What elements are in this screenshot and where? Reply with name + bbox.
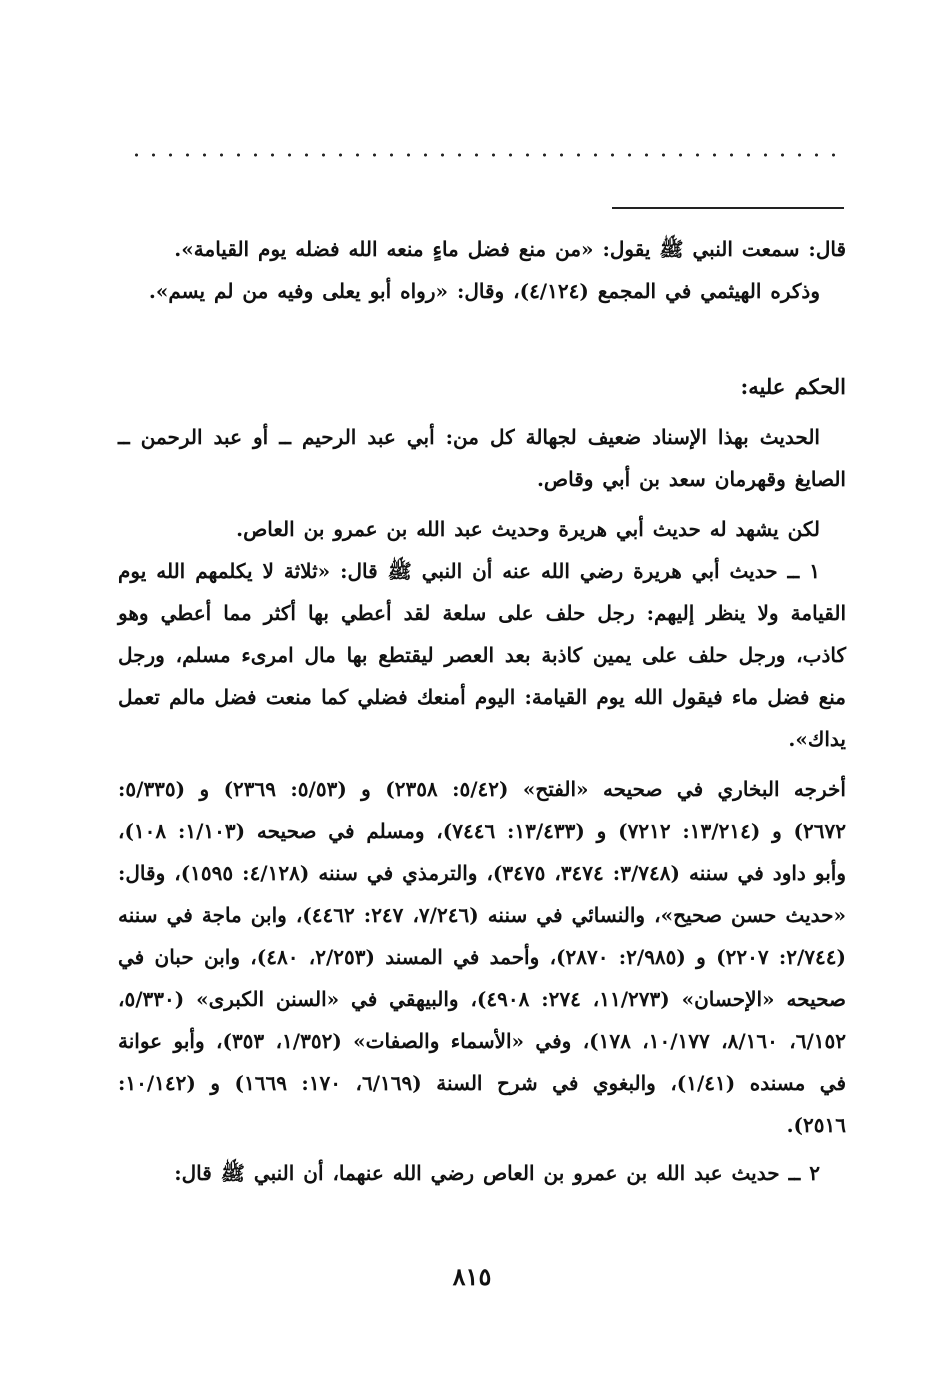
hadith-2-paragraph: ٢ ــ حديث عبد الله بن عمرو بن العاص رضي الله عنهما، أن النبي ﷺ قال: bbox=[174, 1161, 820, 1185]
main-body bbox=[118, 366, 846, 1194]
dotted-separator bbox=[128, 152, 844, 158]
footnote-paragraph-2: وذكره الهيثمي في المجمع (٤/١٢٤)، وقال: «رواه أبو يعلى وفيه من لم يسم». bbox=[148, 279, 820, 303]
page-number: ٨١٥ bbox=[452, 1262, 492, 1291]
ruling-paragraph: الحديث بهذا الإسناد ضعيف لجهالة كل من: أبي عبد الرحيم ــ أو عبد الرحمن ــ الصايغ وقهرمان سعد بن أبي وقاص. bbox=[118, 425, 846, 491]
footnote-rule bbox=[612, 207, 844, 209]
takhrij-paragraph: أخرجه البخاري في صحيحه «الفتح» (٥/٤٢: ٢٣٥٨) و (٥/٥٣: ٢٣٦٩) و (٥/٣٣٥: ٢٦٧٢) و (١٣/٢١٤: ٧٢١٢) و (١٣/٤٣٣: ٧٤٤٦)، ومسلم في صحيحه (١/١٠٣: ١٠٨)، وأبو داود في سننه (٣/٧٤٨: ٣٤٧٤، ٣٤٧٥)، والترمذي في سننه (٤/١٢٨: ١٥٩٥)، وقال: «حديث حسن صحيح»، والنسائي في سننه (٧/٢٤٦، ٢٤٧: ٤٤٦٢)، وابن ماجة في سننه (٢/٧٤٤: ٢٢٠٧) و (٢/٩٨٥: ٢٨٧٠)، وأحمد في المسند (٢/٢٥٣، ٤٨٠)، وابن حبان في صحيحه «الإحسان» (١١/٢٧٣، ٢٧٤: ٤٩٠٨)، والبيهقي في «السنن الكبرى» (٥/٣٣٠، ٦/١٥٢، ٨/١٦٠، ١٠/١٧٧، ١٧٨)، وفي «الأسماء والصفات» (١/٣٥٢، ٣٥٣)، وأبو عوانة في مسنده (١/٤١)، والبغوي في شرح السنة (٦/١٦٩، ١٧٠: ١٦٦٩) و (١٠/١٤٢: ٢٥١٦). bbox=[118, 777, 847, 1137]
witness-paragraph: لكن يشهد له حديث أبي هريرة وحديث عبد الله بن عمرو بن العاص. bbox=[236, 517, 820, 541]
footnote-body bbox=[118, 228, 846, 312]
hadith-1-paragraph: ١ ــ حديث أبي هريرة رضي الله عنه أن النبي ﷺ قال: «ثلاثة لا يكلمهم الله يوم القيامة ولا ينظر إليهم: رجل حلف على سلعة لقد أعطي بها أكثر مما أعطي وهو كاذب، ورجل حلف على يمين كاذبة بعد العصر ليقتطع بها مال امرىء مسلم، ورجل منع فضل ماء فيقول الله يوم القيامة: اليوم أمنعك فضلي كما منعت فضل مالم تعمل يداك». bbox=[118, 559, 846, 751]
footnote-paragraph-1: قال: سمعت النبي ﷺ يقول: «من منع فضل ماءٍ منعه الله فضله يوم القيامة». bbox=[174, 237, 846, 261]
section-heading: الحكم عليه: bbox=[740, 374, 846, 399]
